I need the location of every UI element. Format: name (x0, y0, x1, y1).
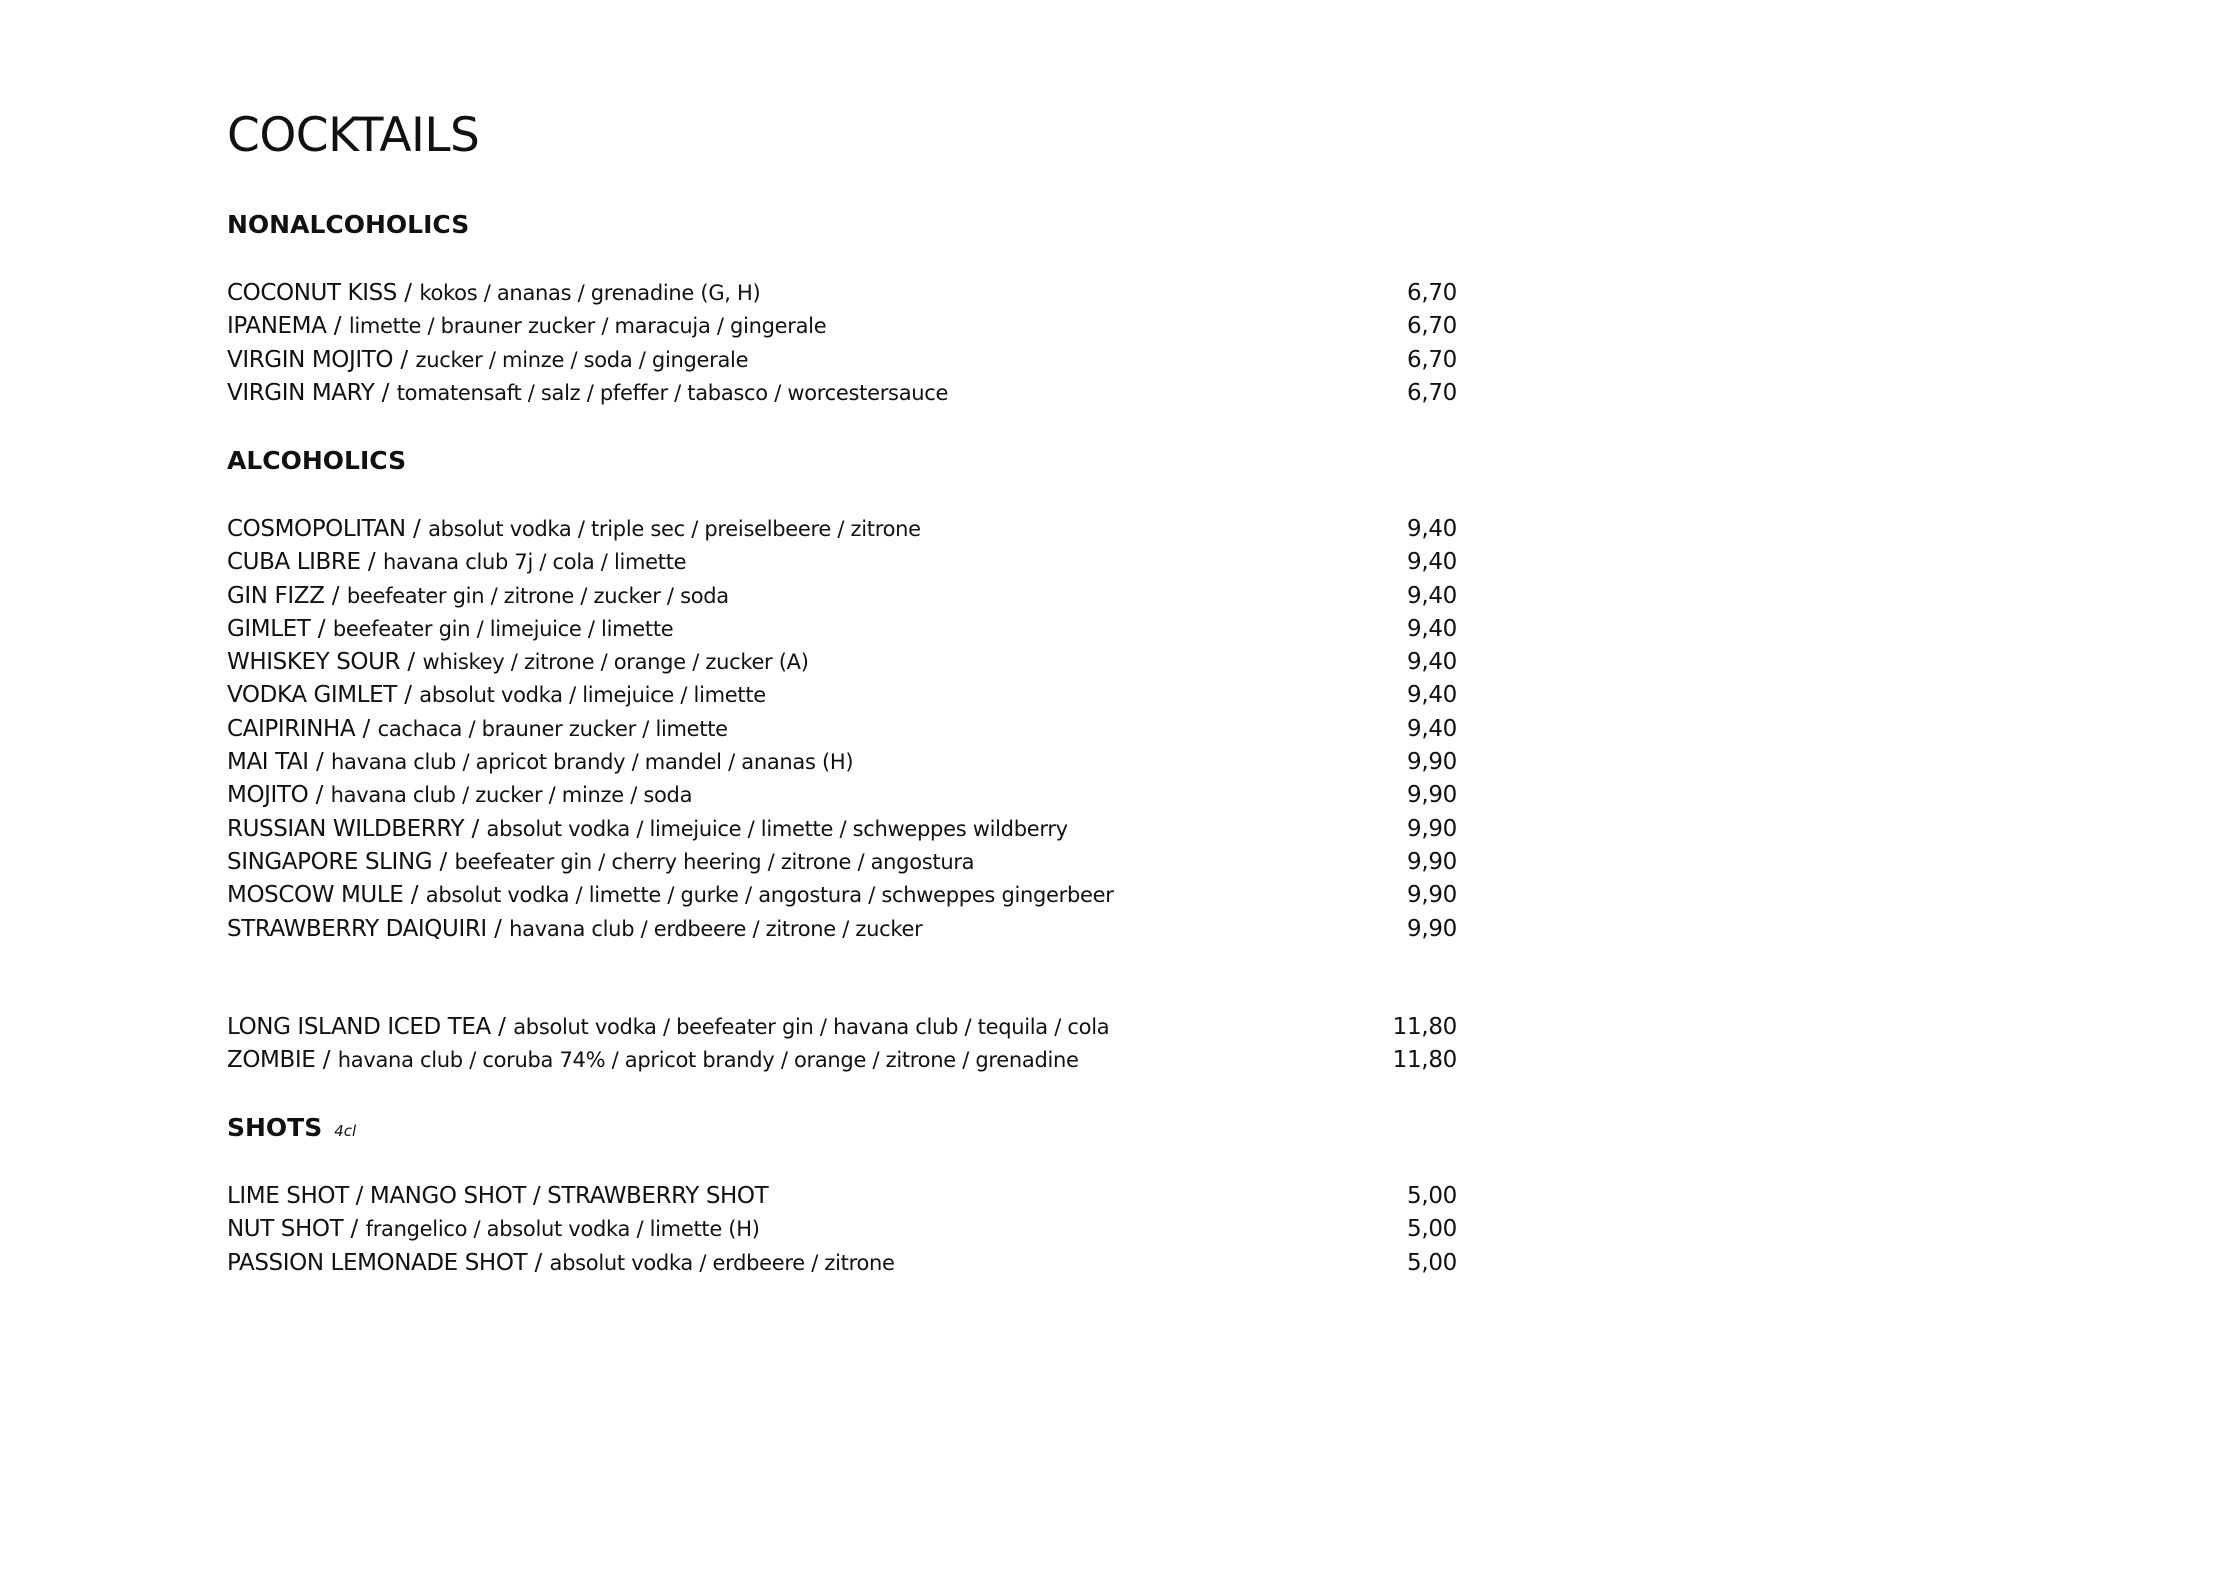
item-separator: / (355, 715, 378, 742)
item-price: 6,70 (1406, 313, 1457, 340)
menu-item (227, 277, 1457, 310)
item-price: 9,90 (1406, 915, 1457, 942)
item-separator: / (403, 882, 426, 909)
item-ingredients: absolut vodka / triple sec / preiselbeere / zitrone (428, 517, 921, 541)
item-name: MOJITO (227, 782, 309, 809)
item-ingredients: limette / brauner zucker / maracuja / gingerale (348, 314, 827, 339)
section-heading-alcoholics: ALCOHOLICS (227, 446, 407, 475)
item-ingredients: absolut vodka / limejuice / limette / schweppes wildberry (486, 816, 1068, 841)
item-name: CAIPIRINHA (227, 715, 356, 742)
item-name: COSMOPOLITAN (227, 516, 406, 542)
item-ingredients: absolut vodka / erdbeere / zitrone (549, 1250, 895, 1275)
item-separator: / (308, 749, 332, 776)
menu-list-alcoholics (227, 513, 1457, 946)
item-price: 9,40 (1406, 682, 1457, 709)
item-name: LIME SHOT / MANGO SHOT / STRAWBERRY SHOT (227, 1183, 769, 1209)
item-price: 9,40 (1406, 549, 1457, 576)
item-name: PASSION LEMONADE SHOT (227, 1249, 528, 1276)
menu-item (227, 344, 1457, 377)
menu-item (227, 513, 1457, 546)
item-separator: / (343, 1216, 366, 1243)
item-name: MAI TAI (227, 749, 309, 776)
menu-item (227, 779, 1457, 812)
section-heading-nonalcoholics: NONALCOHOLICS (227, 210, 470, 239)
item-name: LONG ISLAND ICED TEA (227, 1014, 491, 1040)
menu-item (227, 613, 1457, 646)
item-name: IPANEMA (227, 313, 327, 340)
item-name: VIRGIN MOJITO (227, 346, 394, 373)
item-price: 9,40 (1406, 649, 1457, 676)
item-separator: / (432, 848, 455, 875)
menu-item (227, 646, 1457, 679)
item-price: 9,40 (1406, 516, 1457, 542)
menu-item (227, 813, 1457, 846)
section-heading-shots (227, 1113, 356, 1142)
item-separator: / (396, 682, 420, 709)
menu-item (227, 879, 1457, 912)
item-price: 9,90 (1406, 882, 1457, 909)
item-ingredients: havana club / coruba 74% / apricot brandy / orange / zitrone / grenadine (337, 1048, 1079, 1073)
item-price: 6,70 (1406, 346, 1457, 373)
item-separator: / (464, 815, 487, 842)
item-name: CUBA LIBRE (227, 549, 361, 576)
item-price: 9,40 (1406, 715, 1457, 742)
shots-size-note: 4cl (334, 1122, 357, 1140)
item-ingredients: beefeater gin / limejuice / limette (332, 616, 674, 641)
item-separator: / (527, 1249, 550, 1276)
item-price: 9,90 (1406, 782, 1457, 809)
item-ingredients: havana club / apricot brandy / mandel / ananas (H) (331, 750, 854, 775)
menu-item (227, 1011, 1457, 1044)
item-name: VODKA GIMLET (227, 682, 397, 709)
menu-list-nonalcoholics (227, 277, 1457, 410)
item-ingredients: havana club / erdbeere / zitrone / zucker (509, 916, 923, 941)
item-separator: / (374, 379, 397, 406)
item-name: GIN FIZZ (227, 582, 325, 609)
item-ingredients: absolut vodka / limette / gurke / angostura / schweppes gingerbeer (425, 883, 1114, 908)
item-separator: / (393, 346, 416, 373)
page-title: COCKTAILS (227, 108, 480, 163)
item-ingredients: tomatensaft / salz / pfeffer / tabasco / worcestersauce (396, 380, 949, 405)
item-price: 5,00 (1406, 1183, 1457, 1209)
item-ingredients: frangelico / absolut vodka / limette (H) (365, 1217, 760, 1242)
item-name: NUT SHOT (227, 1216, 344, 1243)
item-ingredients: absolut vodka / limejuice / limette (419, 683, 766, 708)
item-separator: / (397, 280, 420, 306)
item-price: 5,00 (1406, 1249, 1457, 1276)
item-separator: / (315, 1047, 338, 1074)
menu-item (227, 1180, 1457, 1213)
item-price: 9,90 (1406, 848, 1457, 875)
item-separator: / (326, 313, 349, 340)
item-name: VIRGIN MARY (227, 379, 375, 406)
item-separator: / (486, 915, 510, 942)
menu-list-alcoholics-long (227, 1011, 1457, 1078)
item-separator: / (308, 782, 331, 809)
item-separator: / (360, 549, 383, 576)
item-separator: / (400, 649, 423, 676)
menu-item (227, 746, 1457, 779)
item-name: GIMLET (227, 615, 311, 642)
item-price: 6,70 (1406, 379, 1457, 406)
item-name: RUSSIAN WILDBERRY (227, 815, 465, 842)
item-price: 9,40 (1406, 582, 1457, 609)
item-price: 9,90 (1406, 815, 1457, 842)
item-price: 11,80 (1392, 1047, 1457, 1074)
item-price: 5,00 (1406, 1216, 1457, 1243)
item-separator: / (405, 516, 429, 542)
menu-item (227, 846, 1457, 879)
menu-item (227, 679, 1457, 712)
item-name: STRAWBERRY DAIQUIRI (227, 915, 487, 942)
item-price: 11,80 (1392, 1014, 1457, 1040)
item-separator: / (490, 1014, 514, 1040)
item-ingredients: kokos / ananas / grenadine (G, H) (419, 281, 761, 305)
item-name: SINGAPORE SLING (227, 848, 433, 875)
menu-item (227, 1044, 1457, 1077)
item-separator: / (324, 582, 347, 609)
menu-item (227, 713, 1457, 746)
item-separator: / (310, 615, 333, 642)
menu-item (227, 580, 1457, 613)
menu-item (227, 1247, 1457, 1280)
menu-item (227, 913, 1457, 946)
menu-list-shots (227, 1180, 1457, 1280)
item-name: WHISKEY SOUR (227, 649, 401, 676)
item-ingredients: beefeater gin / zitrone / zucker / soda (346, 583, 729, 608)
item-price: 9,40 (1406, 615, 1457, 642)
item-ingredients: zucker / minze / soda / gingerale (415, 347, 749, 372)
menu-item (227, 546, 1457, 579)
item-ingredients: havana club / zucker / minze / soda (330, 783, 693, 808)
menu-item (227, 310, 1457, 343)
item-ingredients: absolut vodka / beefeater gin / havana club / tequila / cola (513, 1015, 1110, 1039)
item-ingredients: havana club 7j / cola / limette (382, 550, 687, 575)
menu-item (227, 377, 1457, 410)
menu-item (227, 1213, 1457, 1246)
item-name: MOSCOW MULE (227, 882, 404, 909)
item-name: ZOMBIE (227, 1047, 316, 1074)
item-price: 9,90 (1406, 749, 1457, 776)
item-name: COCONUT KISS (227, 280, 397, 306)
item-price: 6,70 (1406, 280, 1457, 306)
shots-heading-text: SHOTS (227, 1113, 323, 1142)
item-ingredients: cachaca / brauner zucker / limette (377, 716, 728, 741)
item-ingredients: whiskey / zitrone / orange / zucker (A) (422, 650, 809, 675)
item-ingredients: beefeater gin / cherry heering / zitrone / angostura (454, 849, 975, 874)
